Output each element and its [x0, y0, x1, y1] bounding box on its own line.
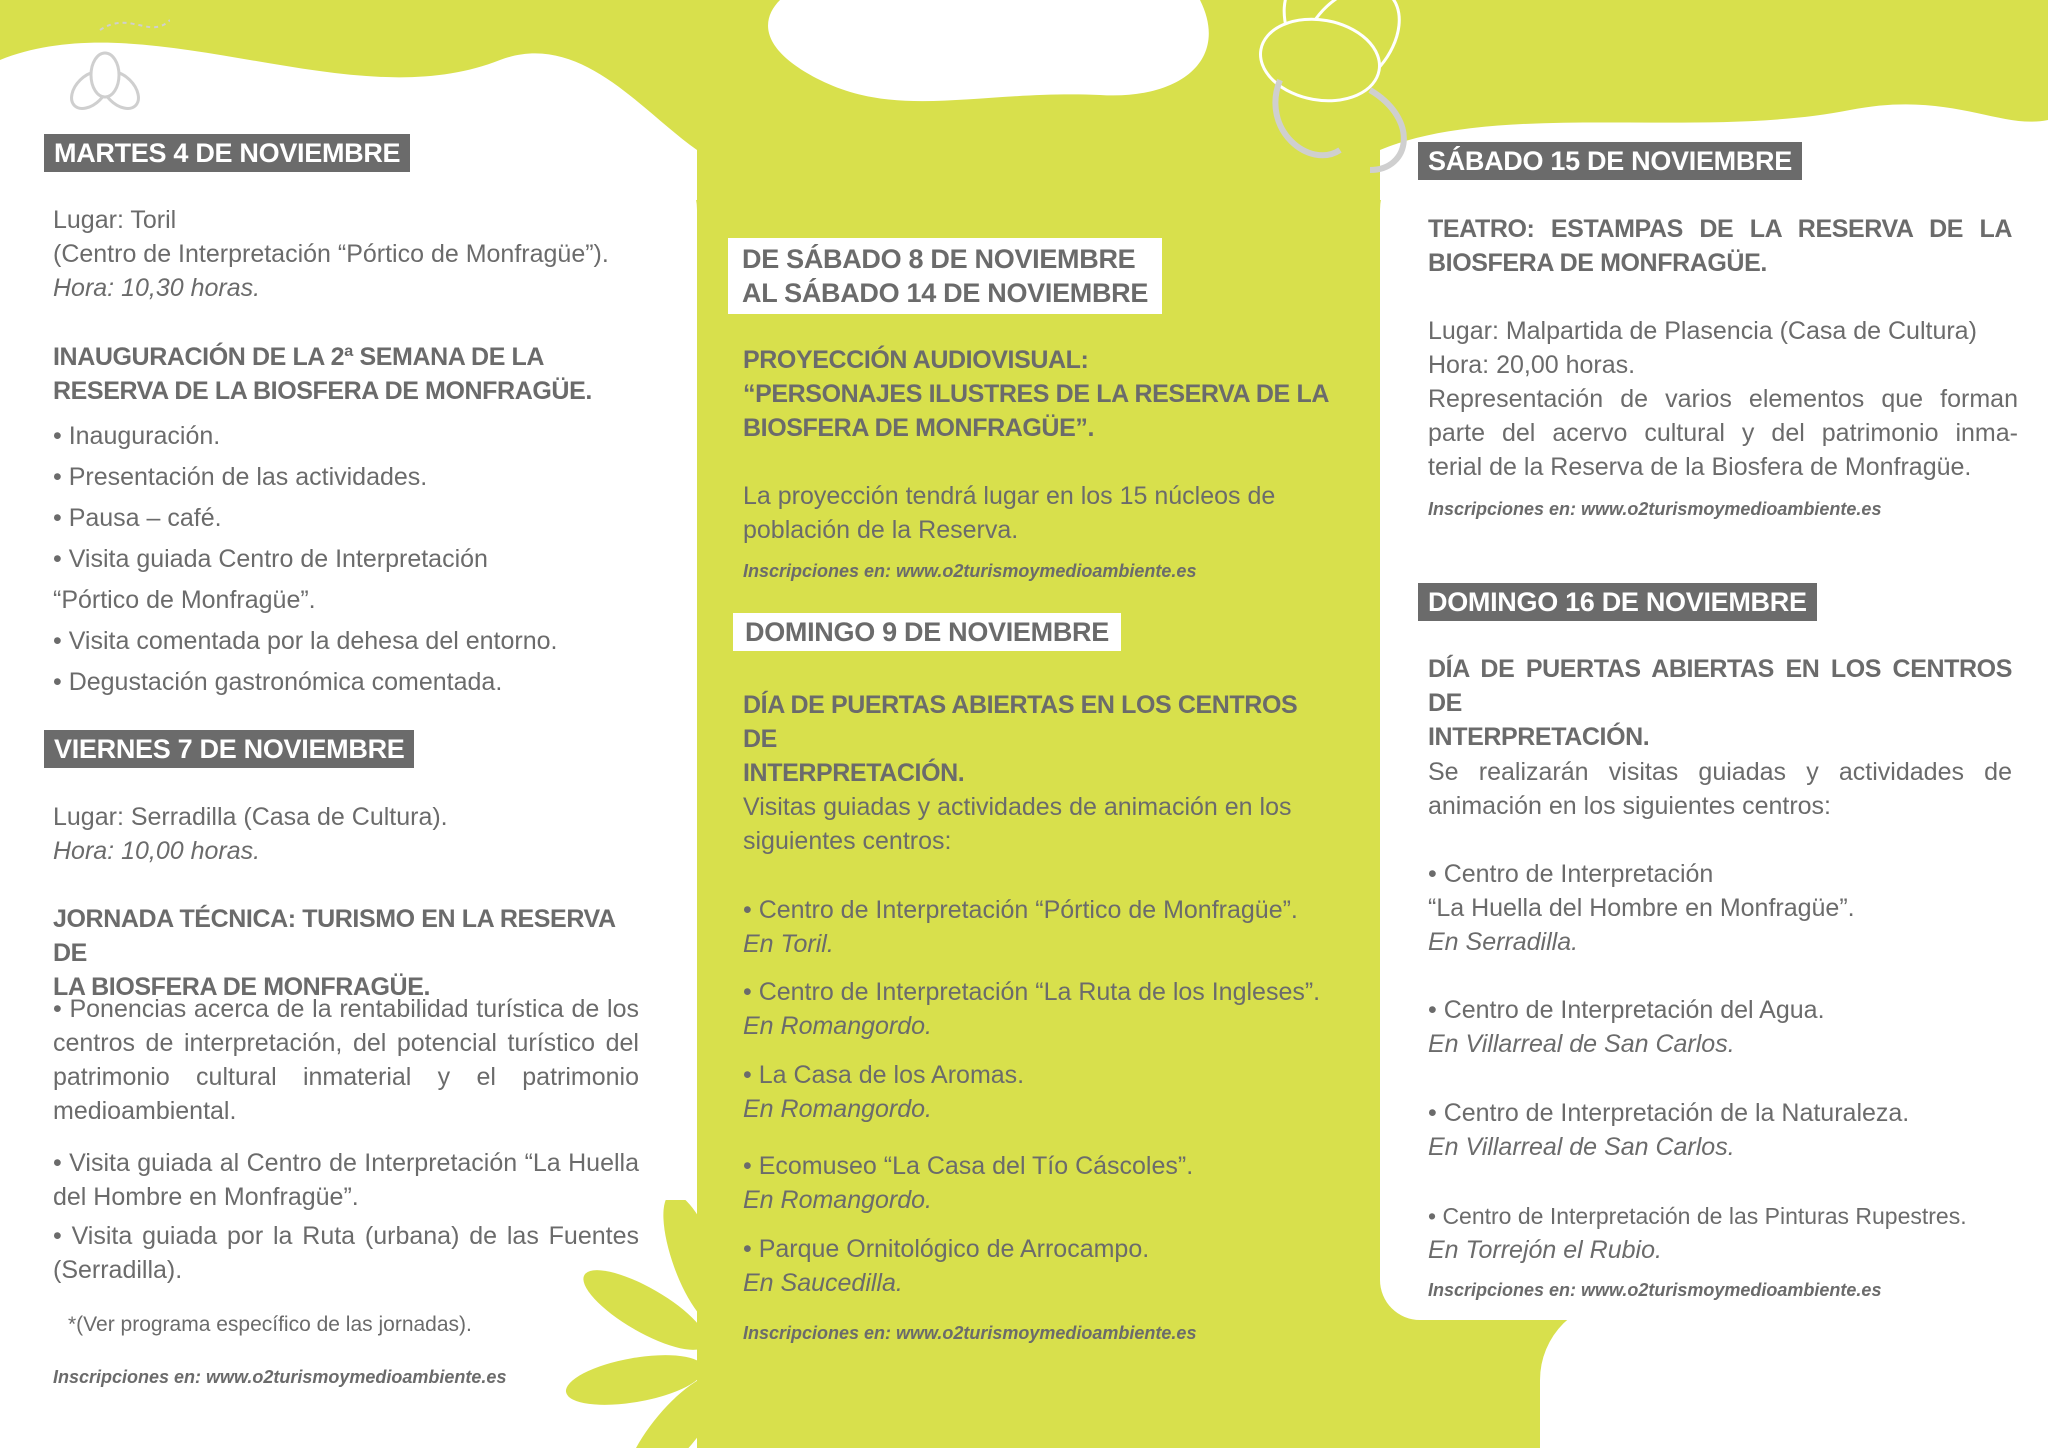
text-line: terial de la Reserva de la Biosfera de Monfragüe.: [1428, 453, 1972, 481]
center-name: • Centro de Interpretación: [1428, 860, 1714, 888]
lugar-text: Lugar: Malpartida de Plasencia (Casa de Cultura): [1428, 317, 1977, 345]
event-title-line: BIOSFERA DE MONFRAGÜE”.: [743, 414, 1094, 442]
domingo-16-intro: [1428, 755, 2012, 823]
center-place: En Villarreal de San Carlos.: [1428, 1030, 1735, 1058]
text-line: • Ponencias acerca de la rentabilidad turística de los: [53, 995, 639, 1023]
center-item: [743, 1149, 1343, 1217]
text-line: Representación de varios elementos que forman: [1428, 385, 2018, 413]
hora-text: Hora: 10,30 horas.: [53, 274, 261, 302]
inscripciones-link[interactable]: Inscripciones en: www.o2turismoymedioambiente.es: [743, 561, 1197, 581]
center-place: En Romangordo.: [743, 1095, 933, 1123]
event-title-teatro: [1428, 212, 2012, 280]
text-line: animación en los siguientes centros:: [1428, 792, 1832, 820]
text-line: medioambiental.: [53, 1097, 237, 1125]
event-title-line: LA BIOSFERA DE MONFRAGÜE.: [53, 973, 431, 1001]
center-item: [1428, 1199, 2028, 1267]
text-line: Se realizarán visitas guiadas y actividades de: [1428, 758, 2012, 786]
list-item: • Visita guiada Centro de Interpretación: [53, 545, 488, 573]
text-line: centros de interpretación, del potencial turístico del: [53, 1029, 639, 1057]
event-title-line: INAUGURACIÓN DE LA 2ª SEMANA DE LA: [53, 343, 545, 371]
teatro-details: [1428, 314, 2018, 484]
text-line: Visitas guiadas y actividades de animación en los: [743, 793, 1292, 821]
proyeccion-text: [743, 479, 1329, 547]
center-place: En Romangordo.: [743, 1186, 933, 1214]
inscripciones-link[interactable]: Inscripciones en: www.o2turismoymedioambiente.es: [1428, 499, 1882, 519]
list-item: “Pórtico de Monfragüe”.: [53, 586, 316, 614]
right-panel-bottom: [1540, 1300, 2048, 1448]
event-title-jornada: [53, 902, 639, 1004]
center-item: [1428, 1096, 2028, 1164]
text-line: La proyección tendrá lugar en los 15 núcleos de: [743, 482, 1276, 510]
center-name: • Centro de Interpretación de las Pinturas Rupestres.: [1428, 1203, 1967, 1229]
event-title-line: BIOSFERA DE MONFRAGÜE.: [1428, 249, 1767, 277]
header-line: AL SÁBADO 14 DE NOVIEMBRE: [742, 278, 1149, 308]
left-column: [53, 203, 639, 305]
program-note: *(Ver programa específico de las jornadas).: [68, 1313, 472, 1336]
center-item: [743, 975, 1343, 1043]
viernes-details: [53, 800, 639, 868]
text-line: del Hombre en Monfragüe”.: [53, 1183, 359, 1211]
jornada-visit-2: [53, 1219, 639, 1287]
activities-list: [53, 416, 639, 703]
center-item: [743, 1232, 1343, 1300]
text-line: población de la Reserva.: [743, 516, 1019, 544]
event-title-line: DÍA DE PUERTAS ABIERTAS EN LOS CENTROS DE: [743, 691, 1298, 753]
list-item: • Visita comentada por la dehesa del entorno.: [53, 627, 558, 655]
jornada-paragraph: [53, 992, 639, 1128]
list-item: • Degustación gastronómica comentada.: [53, 668, 503, 696]
center-item: [1428, 993, 2028, 1061]
center-name: • Parque Ornitológico de Arrocampo.: [743, 1235, 1150, 1263]
center-item: [1428, 857, 2028, 959]
list-item: • Pausa – café.: [53, 504, 222, 532]
center-name: • Centro de Interpretación “La Ruta de los Ingleses”.: [743, 978, 1321, 1006]
date-header-domingo-16: DOMINGO 16 DE NOVIEMBRE: [1418, 583, 1817, 621]
date-header-domingo-9: DOMINGO 9 DE NOVIEMBRE: [733, 613, 1121, 651]
event-title-line: RESERVA DE LA BIOSFERA DE MONFRAGÜE.: [53, 377, 592, 405]
date-header-sabado-15: SÁBADO 15 DE NOVIEMBRE: [1418, 142, 1802, 180]
event-title-line: INTERPRETACIÓN.: [743, 759, 965, 787]
header-line: DE SÁBADO 8 DE NOVIEMBRE: [742, 244, 1136, 274]
center-place: En Torrejón el Rubio.: [1428, 1236, 1662, 1264]
list-item: • Inauguración.: [53, 422, 221, 450]
date-header-viernes-7: VIERNES 7 DE NOVIEMBRE: [44, 730, 414, 768]
event-title-puertas-abiertas: [743, 688, 1329, 790]
hora-text: Hora: 10,00 horas.: [53, 837, 261, 865]
event-title-line: INTERPRETACIÓN.: [1428, 723, 1650, 751]
text-line: siguientes centros:: [743, 827, 952, 855]
centro-text: (Centro de Interpretación “Pórtico de Monfragüe”).: [53, 240, 609, 268]
flower-icon: [40, 0, 170, 130]
center-place: En Toril.: [743, 930, 834, 958]
center-place: En Serradilla.: [1428, 928, 1579, 956]
inscripciones-link[interactable]: Inscripciones en: www.o2turismoymedioambiente.es: [1428, 1280, 1882, 1300]
text-line: patrimonio cultural inmaterial y el patrimonio: [53, 1063, 639, 1091]
center-name: • Centro de Interpretación “Pórtico de Monfragüe”.: [743, 896, 1298, 924]
lugar-text: Lugar: Serradilla (Casa de Cultura).: [53, 803, 448, 831]
event-title-proyeccion: [743, 343, 1329, 445]
center-name: • Ecomuseo “La Casa del Tío Cáscoles”.: [743, 1152, 1194, 1180]
text-line: parte del acervo cultural y del patrimonio inma-: [1428, 419, 2018, 447]
center-place: En Villarreal de San Carlos.: [1428, 1133, 1735, 1161]
center-name: • Centro de Interpretación del Agua.: [1428, 996, 1825, 1024]
event-title-line: TEATRO: ESTAMPAS DE LA RESERVA DE LA: [1428, 215, 2012, 243]
text-line: • Visita guiada por la Ruta (urbana) de las Fuentes: [53, 1222, 639, 1250]
date-header-sabado-8-14: [728, 238, 1162, 314]
center-place: En Romangordo.: [743, 1012, 933, 1040]
text-line: (Serradilla).: [53, 1256, 183, 1284]
jornada-visit-1: [53, 1146, 639, 1214]
event-title-puertas-abiertas-16: [1428, 652, 2012, 754]
center-item: [743, 1058, 1343, 1126]
event-title-line: DÍA DE PUERTAS ABIERTAS EN LOS CENTROS DE: [1428, 655, 2012, 717]
event-title-line: JORNADA TÉCNICA: TURISMO EN LA RESERVA DE: [53, 905, 615, 967]
text-line: • Visita guiada al Centro de Interpretación “La Huella: [53, 1149, 639, 1177]
lugar-text: Lugar: Toril: [53, 206, 177, 234]
center-name: “La Huella del Hombre en Monfragüe”.: [1428, 894, 1855, 922]
inscripciones-link[interactable]: Inscripciones en: www.o2turismoymedioambiente.es: [743, 1323, 1197, 1343]
event-title-line: “PERSONAJES ILUSTRES DE LA RESERVA DE LA: [743, 380, 1329, 408]
center-name: • Centro de Interpretación de la Naturaleza.: [1428, 1099, 1910, 1127]
event-title-line: PROYECCIÓN AUDIOVISUAL:: [743, 346, 1089, 374]
date-header-martes-4: MARTES 4 DE NOVIEMBRE: [44, 134, 410, 172]
center-name: • La Casa de los Aromas.: [743, 1061, 1025, 1089]
event-title-inauguracion: [53, 340, 639, 408]
center-place: En Saucedilla.: [743, 1269, 903, 1297]
list-item: • Presentación de las actividades.: [53, 463, 428, 491]
inscripciones-link[interactable]: Inscripciones en: www.o2turismoymedioambiente.es: [53, 1367, 507, 1387]
center-item: [743, 893, 1343, 961]
visitas-intro: [743, 790, 1329, 858]
hora-text: Hora: 20,00 horas.: [1428, 351, 1636, 379]
